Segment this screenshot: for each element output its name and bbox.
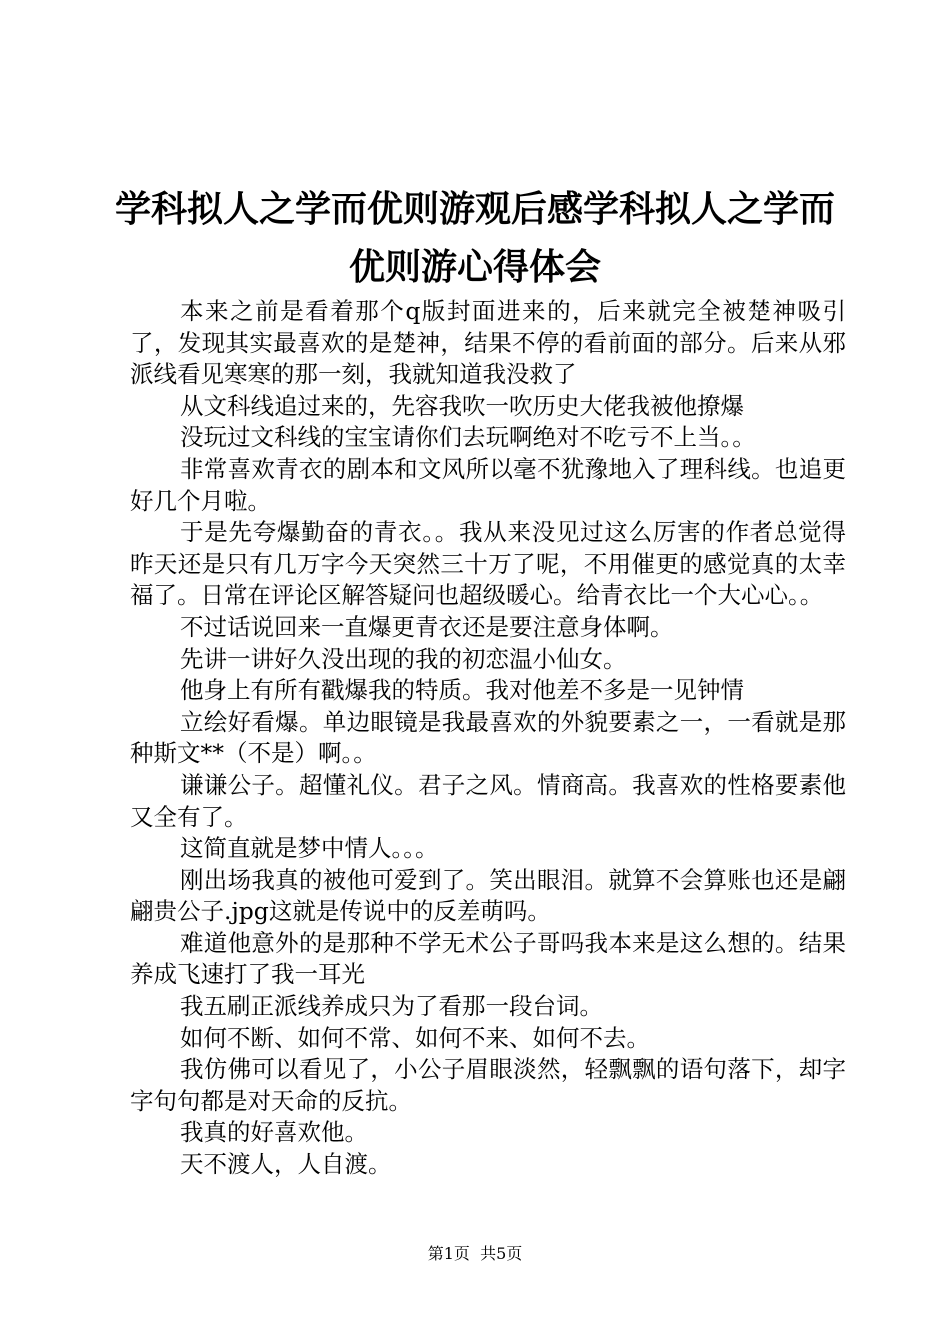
paragraph: 从文科线追过来的，先容我吹一吹历史大佬我被他撩爆: [180, 391, 744, 420]
page-number-label: 第1页 共5页: [427, 1244, 523, 1263]
paragraph: 谦谦公子。超懂礼仪。君子之风。情商高。我喜欢的性格要素他又全有了。: [130, 770, 846, 831]
paragraph: 于是先夸爆勤奋的青衣。。我从来没见过这么厉害的作者总觉得昨天还是只有几万字今天突然三十万了呢，不用催更的感觉真的太幸福了。日常在评论区解答疑问也超级暖心。给青衣比一个大心心。。: [130, 518, 846, 610]
paragraph: 本来之前是看着那个q版封面进来的，后来就完全被楚神吸引了，发现其实最喜欢的是楚神，结果不停的看前面的部分。后来从邪派线看见寒寒的那一刻，我就知道我没救了: [130, 297, 846, 389]
paragraph: 我五刷正派线养成只为了看那一段台词。: [180, 992, 603, 1021]
paragraph: 刚出场我真的被他可爱到了。笑出眼泪。就算不会算账也还是翩翩贵公子.jpg这就是传说中的反差萌吗。: [130, 865, 846, 926]
paragraph: 非常喜欢青衣的剧本和文风所以毫不犹豫地入了理科线。也追更好几个月啦。: [130, 454, 846, 515]
page-footer: [0, 1244, 950, 1264]
paragraph: 如何不断、如何不常、如何不来、如何不去。: [180, 1023, 650, 1052]
paragraph: 这简直就是梦中情人。。。: [180, 834, 439, 863]
paragraph: 天不渡人，人自渡。: [180, 1150, 392, 1179]
document-body: [130, 296, 846, 1181]
document-title-line-2: 优则游心得体会: [348, 247, 601, 288]
paragraph: 立绘好看爆。单边眼镜是我最喜欢的外貌要素之一，一看就是那种斯文**（不是）啊。。: [130, 707, 846, 768]
paragraph: 我真的好喜欢他。: [180, 1118, 368, 1147]
paragraph: 不过话说回来一直爆更青衣还是要注意身体啊。: [180, 612, 674, 641]
paragraph: 难道他意外的是那种不学无术公子哥吗我本来是这么想的。结果养成飞速打了我一耳光: [130, 928, 846, 989]
paragraph: 他身上有所有戳爆我的特质。我对他差不多是一见钟情: [180, 676, 744, 705]
paragraph: 没玩过文科线的宝宝请你们去玩啊绝对不吃亏不上当。。: [180, 423, 756, 452]
document-title-line-1: 学科拟人之学而优则游观后感学科拟人之学而: [114, 189, 835, 230]
paragraph: 先讲一讲好久没出现的我的初恋温小仙女。: [180, 644, 627, 673]
paragraph: 我仿佛可以看见了，小公子眉眼淡然，轻飘飘的语句落下，却字字句句都是对天命的反抗。: [130, 1055, 846, 1115]
